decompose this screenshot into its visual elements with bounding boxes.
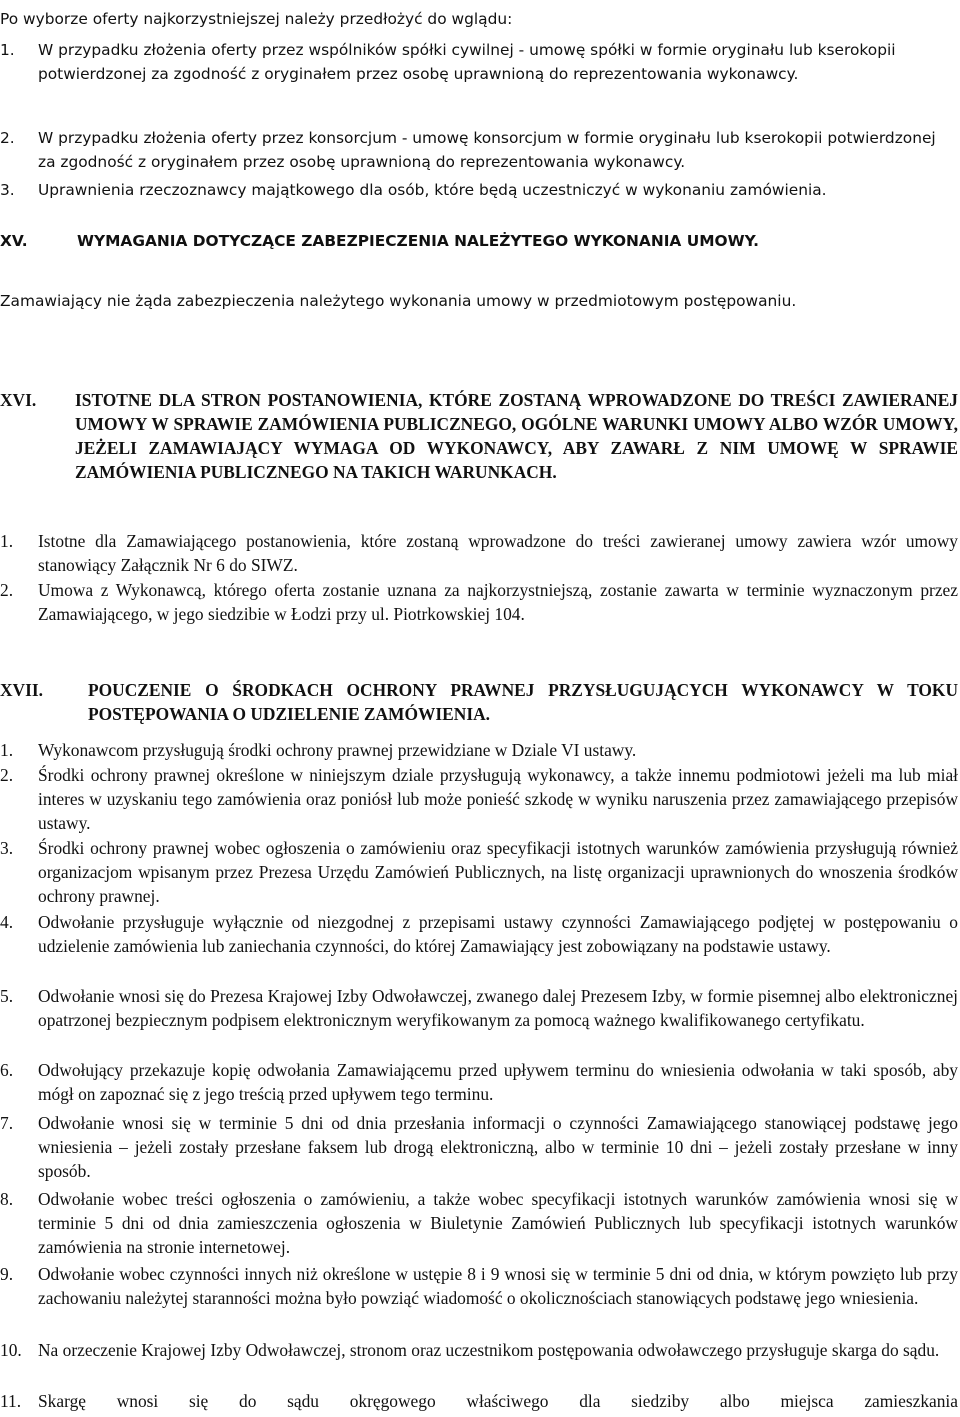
list-number: 7.	[0, 1113, 14, 1133]
list-text: Skargę wnosi się do sądu okręgowego właściwego dla siedziby albo miejsca zamieszkania	[38, 1391, 958, 1411]
list-number: 10.	[0, 1340, 22, 1360]
section-xvi-heading	[0, 388, 958, 484]
list-text: Umowa z Wykonawcą, którego oferta zostanie uznana za najkorzystniejszą, zostanie zawarta w terminie wyznaczonym przez Zamawiającego, w jego siedzibie w Łodzi przy ul. Piotrkowskiej 104.	[38, 580, 958, 624]
section-xvii-item	[0, 1338, 958, 1362]
section-title: POUCZENIE O ŚRODKACH OCHRONY PRAWNEJ PRZYSŁUGUJĄCYCH WYKONAWCY W TOKU POSTĘPOWANIA O UDZIELENIE ZAMÓWIENIA.	[88, 680, 958, 724]
list-number: 5.	[0, 986, 14, 1006]
list-text: Odwołanie wnosi się w terminie 5 dni od dnia przesłania informacji o czynności Zamawiającego stanowiącej podstawę jego wniesienia – jeżeli zostały przesłane faksem lub drogą elektroniczną, albo w terminie 10 dni – jeżeli zostały przesłane w inny sposób.	[38, 1113, 958, 1181]
list-text: Odwołanie przysługuje wyłącznie od niezgodnej z przepisami ustawy czynności Zamawiającego podjętej w postępowaniu o udzielenie zamówienia lub zaniechania czynności, do której Zamawiający jest zobowiązany na podstawie ustawy.	[38, 912, 958, 956]
list-number: 3.	[0, 838, 14, 858]
section-xvii-heading	[0, 678, 958, 726]
section-xvii-item	[0, 836, 958, 908]
list-number: 1.	[0, 41, 15, 59]
list-text: Odwołanie wnosi się do Prezesa Krajowej Izby Odwoławczej, zwanego dalej Prezesem Izby, w formie pisemnej albo elektronicznej opatrzonej bezpiecznym podpisem elektronicznym weryfikowanym za pomocą ważnego kwalifikowanego certyfikatu.	[38, 986, 958, 1030]
list-number: 8.	[0, 1189, 14, 1209]
list-text: Odwołanie wobec czynności innych niż określone w ustępie 8 i 9 wnosi się w terminie 5 dni od dnia, w którym powzięto lub przy zachowaniu należytej staranności można było powziąć wiadomość o okolicznościach stanowiących podstawę jego wniesienia.	[38, 1264, 958, 1308]
section-xvii-item	[0, 738, 958, 762]
section-number: XVI.	[0, 390, 37, 410]
list-number: 9.	[0, 1264, 14, 1284]
list-text: W przypadku złożenia oferty przez wspólników spółki cywilnej - umowę spółki w formie oryginału lub kserokopii potwierdzonej za zgodność z oryginałem przez osobę uprawnioną do reprezentowania wykonawcy.	[38, 41, 896, 83]
list-number: 2.	[0, 765, 14, 785]
section-xvii-item	[0, 1187, 958, 1259]
section-xvii-item	[0, 1262, 958, 1310]
list-number: 1.	[0, 531, 14, 551]
section-xvi-item	[0, 529, 958, 577]
section-xvii-item	[0, 984, 958, 1032]
intro-text: Po wyborze oferty najkorzystniejszej należy przedłożyć do wglądu:	[0, 10, 513, 28]
list-text: Odwołanie wobec treści ogłoszenia o zamówieniu, a także wobec specyfikacji istotnych warunków zamówienia wnosi się w terminie 5 dni od dnia zamieszczenia ogłoszenia w Biuletynie Zamówień Publicznych lub specyfikacji istotnych warunków zamówienia na stronie internetowej.	[38, 1189, 958, 1257]
list-number: 3.	[0, 181, 15, 199]
list-number: 11.	[0, 1391, 22, 1411]
section-xv-text: Zamawiający nie żąda zabezpieczenia należytego wykonania umowy w przedmiotowym postępowaniu.	[0, 292, 797, 310]
section-title: WYMAGANIA DOTYCZĄCE ZABEZPIECZENIA NALEŻYTEGO WYKONANIA UMOWY.	[77, 232, 760, 250]
list-text: Na orzeczenie Krajowej Izby Odwoławczej, stronom oraz uczestnikom postępowania odwoławczego przysługuje skarga do sądu.	[38, 1340, 940, 1360]
list-text: Istotne dla Zamawiającego postanowienia, które zostaną wprowadzone do treści zawieranej umowy zawiera wzór umowy stanowiący Załącznik Nr 6 do SIWZ.	[38, 531, 958, 575]
docs-list-item	[0, 38, 958, 86]
section-xvi-item	[0, 578, 958, 626]
docs-list-item	[0, 178, 958, 202]
list-number: 4.	[0, 912, 14, 932]
list-number: 1.	[0, 740, 14, 760]
section-number: XVII.	[0, 680, 44, 700]
section-number: XV.	[0, 232, 28, 250]
section-xvii-item	[0, 1111, 958, 1183]
section-xvii-item	[0, 910, 958, 958]
section-xv-heading	[0, 229, 958, 253]
list-text: W przypadku złożenia oferty przez konsorcjum - umowę konsorcjum w formie oryginału lub kserokopii potwierdzonej za zgodność z oryginałem przez osobę uprawnioną do reprezentowania wykonawcy.	[38, 129, 936, 171]
section-xvii-item	[0, 1058, 958, 1106]
docs-list-item	[0, 126, 958, 174]
section-xvii-item	[0, 763, 958, 835]
section-xvii-item	[0, 1389, 958, 1413]
list-text: Uprawnienia rzeczoznawcy majątkowego dla osób, które będą uczestniczyć w wykonaniu zamówienia.	[38, 181, 827, 199]
list-number: 2.	[0, 580, 14, 600]
section-title: ISTOTNE DLA STRON POSTANOWIENIA, KTÓRE ZOSTANĄ WPROWADZONE DO TREŚCI ZAWIERANEJ UMOWY W SPRAWIE ZAMÓWIENIA PUBLICZNEGO, OGÓLNE WARUNKI UMOWY ALBO WZÓR UMOWY, JEŻELI ZAMAWIAJĄCY WYMAGA OD WYKONAWCY, ABY ZAWARŁ Z NIM UMOWĘ W SPRAWIE ZAMÓWIENIA PUBLICZNEGO NA TAKICH WARUNKACH.	[75, 390, 958, 482]
list-text: Odwołujący przekazuje kopię odwołania Zamawiającemu przed upływem terminu do wniesienia odwołania w taki sposób, aby mógł on zapoznać się z jego treścią przed upływem tego terminu.	[38, 1060, 958, 1104]
list-text: Środki ochrony prawnej wobec ogłoszenia o zamówieniu oraz specyfikacji istotnych warunków zamówienia przysługują również organizacjom wpisanym przez Prezesa Urzędu Zamówień Publicznych, na listę organizacji uprawnionych do wnoszenia środków ochrony prawnej.	[38, 838, 958, 906]
list-number: 2.	[0, 129, 15, 147]
list-text: Środki ochrony prawnej określone w niniejszym dziale przysługują wykonawcy, a także innemu podmiotowi jeżeli ma lub miał interes w uzyskaniu tego zamówienia oraz poniósł lub może ponieść szkodę w wyniku naruszenia przez zamawiającego przepisów ustawy.	[38, 765, 958, 833]
list-text: Wykonawcom przysługują środki ochrony prawnej przewidziane w Dziale VI ustawy.	[38, 740, 637, 760]
list-number: 6.	[0, 1060, 14, 1080]
